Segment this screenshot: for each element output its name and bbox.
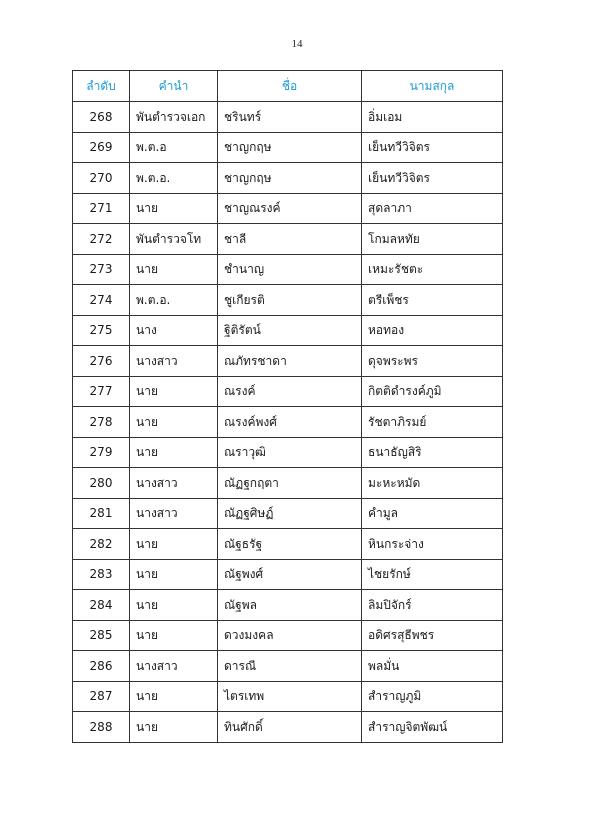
cell-number: 270 <box>73 163 130 194</box>
cell-last-name: มะหะหมัด <box>362 468 503 499</box>
cell-number: 273 <box>73 254 130 285</box>
cell-first-name: ชำนาญ <box>218 254 362 285</box>
page-number: 14 <box>291 38 303 50</box>
cell-number: 275 <box>73 315 130 346</box>
cell-last-name: กิตติดำรงค์ภูมิ <box>362 376 503 407</box>
table-row <box>73 132 503 163</box>
cell-title: พันตำรวจโท <box>130 224 218 255</box>
cell-last-name: โกมลหทัย <box>362 224 503 255</box>
table-row <box>73 620 503 651</box>
column-header-last-name: นามสกุล <box>362 71 503 102</box>
cell-title: นาย <box>130 559 218 590</box>
cell-first-name: ณัฏฐกฤตา <box>218 468 362 499</box>
cell-title: นาย <box>130 590 218 621</box>
cell-number: 274 <box>73 285 130 316</box>
cell-title: พ.ต.อ. <box>130 163 218 194</box>
cell-number: 279 <box>73 437 130 468</box>
cell-number: 278 <box>73 407 130 438</box>
cell-last-name: คำมูล <box>362 498 503 529</box>
cell-last-name: เหมะรัชตะ <box>362 254 503 285</box>
cell-number: 272 <box>73 224 130 255</box>
cell-number: 285 <box>73 620 130 651</box>
cell-first-name: ณัฏฐศิษฏ์ <box>218 498 362 529</box>
cell-first-name: ณัฐธรัฐ <box>218 529 362 560</box>
cell-number: 269 <box>73 132 130 163</box>
cell-last-name: ไชยรักษ์ <box>362 559 503 590</box>
column-header-first-name: ชื่อ <box>218 71 362 102</box>
cell-first-name: ณรงค์ <box>218 376 362 407</box>
table-row <box>73 224 503 255</box>
cell-title: นาย <box>130 620 218 651</box>
cell-title: นางสาว <box>130 346 218 377</box>
cell-title: พ.ต.อ <box>130 132 218 163</box>
table-row <box>73 529 503 560</box>
table-row <box>73 651 503 682</box>
cell-number: 281 <box>73 498 130 529</box>
roster-table <box>72 70 503 743</box>
table-row <box>73 193 503 224</box>
table-row <box>73 163 503 194</box>
cell-first-name: ดวงมงคล <box>218 620 362 651</box>
cell-first-name: ณัฐพล <box>218 590 362 621</box>
cell-last-name: ลิมปิจักร์ <box>362 590 503 621</box>
table-row <box>73 559 503 590</box>
cell-title: พันตำรวจเอก <box>130 102 218 133</box>
cell-last-name: ตรีเพ็ชร <box>362 285 503 316</box>
cell-last-name: หินกระจ่าง <box>362 529 503 560</box>
cell-last-name: รัชตาภิรมย์ <box>362 407 503 438</box>
cell-first-name: ณรงค์พงศ์ <box>218 407 362 438</box>
table-row <box>73 407 503 438</box>
cell-last-name: เย็นทวีวิจิตร <box>362 163 503 194</box>
cell-first-name: ชาลี <box>218 224 362 255</box>
table-row <box>73 681 503 712</box>
cell-number: 280 <box>73 468 130 499</box>
cell-title: นาย <box>130 437 218 468</box>
cell-first-name: ฐิติรัตน์ <box>218 315 362 346</box>
cell-first-name: ไตรเทพ <box>218 681 362 712</box>
cell-last-name: อดิศรสุธีพชร <box>362 620 503 651</box>
roster-body <box>73 102 503 743</box>
cell-last-name: อิ่มเอม <box>362 102 503 133</box>
cell-last-name: ดุจพระพร <box>362 346 503 377</box>
table-row <box>73 437 503 468</box>
cell-title: นางสาว <box>130 468 218 499</box>
cell-number: 276 <box>73 346 130 377</box>
cell-title: นาย <box>130 376 218 407</box>
cell-number: 286 <box>73 651 130 682</box>
cell-title: นาย <box>130 254 218 285</box>
cell-last-name: หอทอง <box>362 315 503 346</box>
cell-number: 288 <box>73 712 130 743</box>
cell-first-name: ชาญกฤษ <box>218 163 362 194</box>
cell-last-name: สำราญภูมิ <box>362 681 503 712</box>
cell-first-name: ดารณี <box>218 651 362 682</box>
table-row <box>73 346 503 377</box>
cell-number: 283 <box>73 559 130 590</box>
cell-title: นาย <box>130 193 218 224</box>
table-row <box>73 712 503 743</box>
cell-first-name: ชาญณรงค์ <box>218 193 362 224</box>
cell-title: นาง <box>130 315 218 346</box>
cell-title: นางสาว <box>130 651 218 682</box>
cell-title: นาย <box>130 712 218 743</box>
cell-first-name: ณราวุฒิ <box>218 437 362 468</box>
cell-last-name: พลมั่น <box>362 651 503 682</box>
table-row <box>73 102 503 133</box>
cell-first-name: ชาญกฤษ <box>218 132 362 163</box>
table-row <box>73 376 503 407</box>
cell-last-name: เย็นทวีวิจิตร <box>362 132 503 163</box>
table-row <box>73 254 503 285</box>
cell-first-name: ชูเกียรติ <box>218 285 362 316</box>
table-row <box>73 590 503 621</box>
cell-last-name: ธนาธัญสิริ <box>362 437 503 468</box>
table-row <box>73 315 503 346</box>
cell-first-name: ณัฐพงศ์ <box>218 559 362 590</box>
cell-last-name: สุดลาภา <box>362 193 503 224</box>
cell-last-name: สำราญจิตพัฒน์ <box>362 712 503 743</box>
cell-first-name: ณภัทรชาดา <box>218 346 362 377</box>
table-row <box>73 468 503 499</box>
cell-number: 284 <box>73 590 130 621</box>
column-header-number: ลำดับ <box>73 71 130 102</box>
table-row <box>73 498 503 529</box>
cell-title: พ.ต.อ. <box>130 285 218 316</box>
column-header-title: คำนำ <box>130 71 218 102</box>
cell-title: นาย <box>130 407 218 438</box>
cell-number: 268 <box>73 102 130 133</box>
table-row <box>73 285 503 316</box>
cell-title: นางสาว <box>130 498 218 529</box>
cell-title: นาย <box>130 681 218 712</box>
cell-number: 282 <box>73 529 130 560</box>
table-header-row <box>73 71 503 102</box>
cell-number: 271 <box>73 193 130 224</box>
cell-first-name: ทินศักดิ์ <box>218 712 362 743</box>
cell-number: 277 <box>73 376 130 407</box>
cell-title: นาย <box>130 529 218 560</box>
cell-first-name: ชรินทร์ <box>218 102 362 133</box>
cell-number: 287 <box>73 681 130 712</box>
